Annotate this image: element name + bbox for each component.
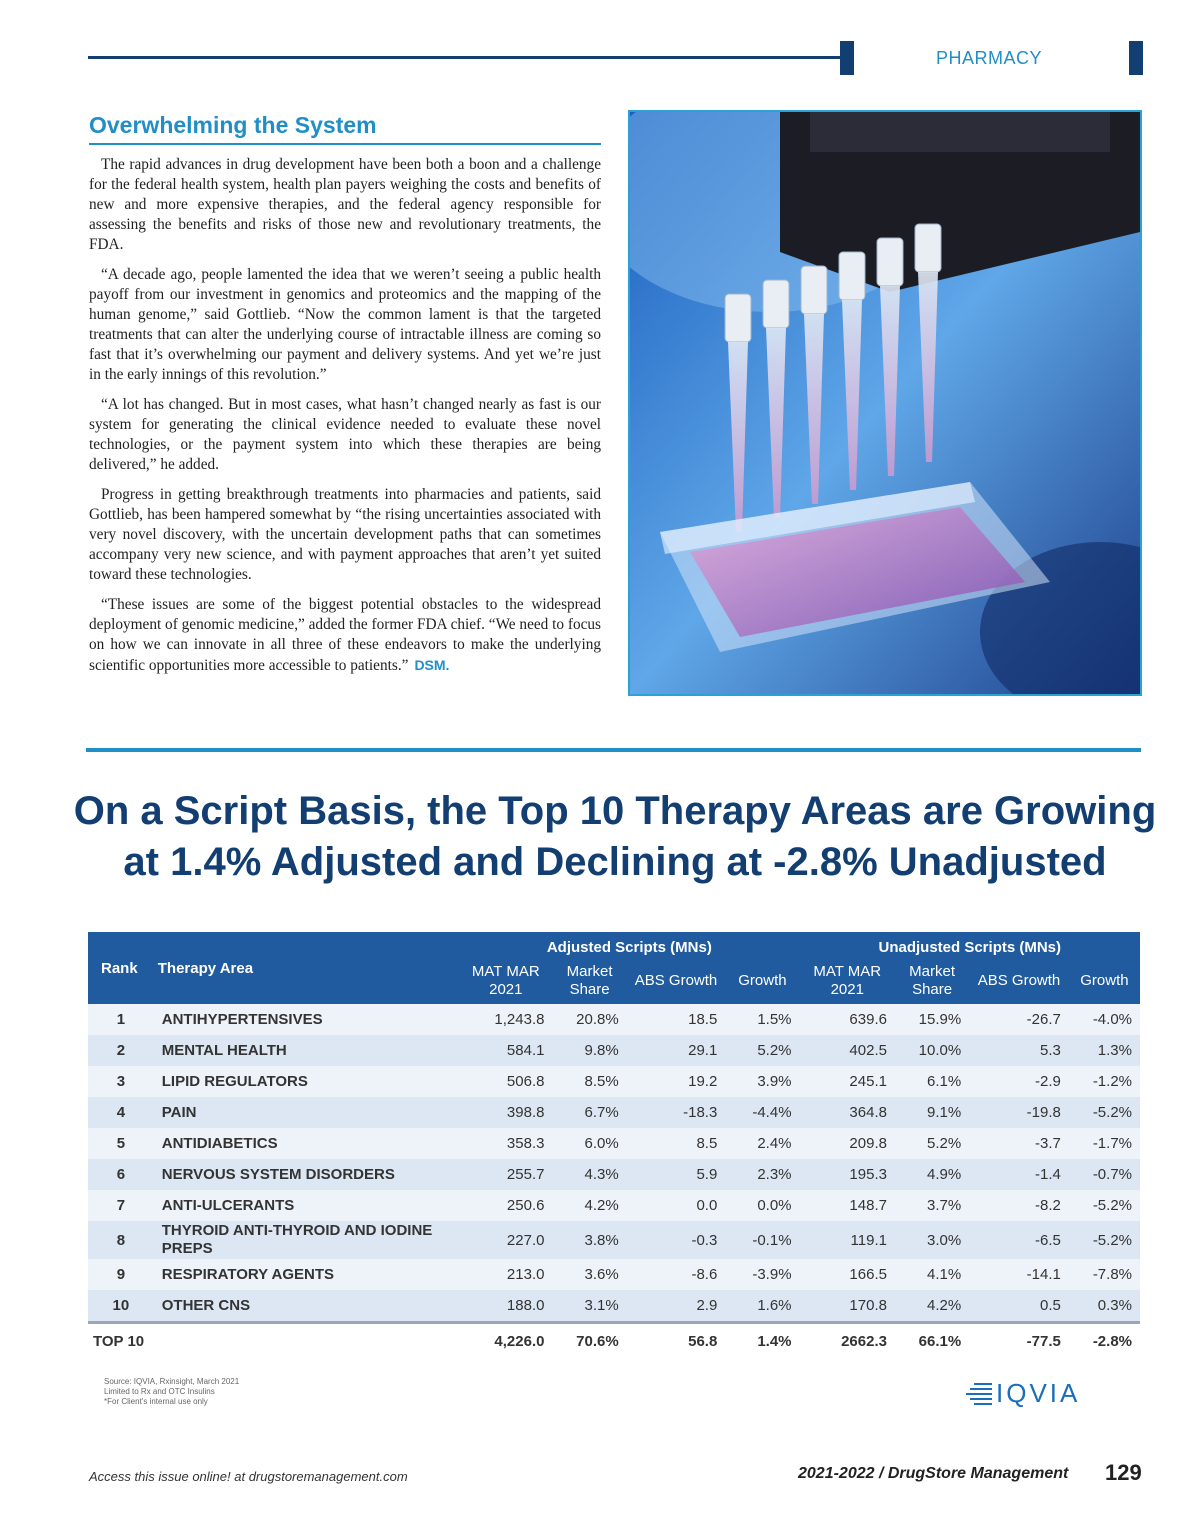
- cell-u-growth: -1.7%: [1069, 1128, 1140, 1159]
- cell-a-growth: 1.5%: [725, 1004, 799, 1035]
- chart-headline: [60, 786, 1170, 888]
- cell-u-abs: -3.7: [969, 1128, 1069, 1159]
- header-unadj-abs-growth: ABS Growth: [969, 962, 1069, 1004]
- cell-a-share: 3.6%: [552, 1259, 626, 1290]
- table-row: [88, 1004, 1140, 1035]
- pipette-illustration: [630, 112, 1140, 694]
- article-signature: DSM.: [414, 657, 450, 673]
- table-row: [88, 1221, 1140, 1259]
- cell-u-mat: 402.5: [800, 1035, 895, 1066]
- table-row: [88, 1190, 1140, 1221]
- total-adj-share: 70.6%: [552, 1323, 626, 1359]
- cell-u-mat: 245.1: [800, 1066, 895, 1097]
- table-body: [88, 1004, 1140, 1323]
- cell-a-share: 3.1%: [552, 1290, 626, 1323]
- header-rank: Rank: [88, 932, 154, 1004]
- cell-therapy-area: LIPID REGULATORS: [154, 1066, 459, 1097]
- cell-u-abs: -8.2: [969, 1190, 1069, 1221]
- header-text: 2021: [489, 981, 523, 998]
- cell-u-growth: -5.2%: [1069, 1097, 1140, 1128]
- section-label: PHARMACY: [936, 48, 1043, 68]
- cell-u-abs: -2.9: [969, 1066, 1069, 1097]
- cell-u-abs: -26.7: [969, 1004, 1069, 1035]
- header-unadj-share: [895, 962, 969, 1004]
- cell-a-mat: 506.8: [459, 1066, 552, 1097]
- header-adj-share: [552, 962, 626, 1004]
- cell-u-mat: 148.7: [800, 1190, 895, 1221]
- cell-a-mat: 250.6: [459, 1190, 552, 1221]
- article-title: Overwhelming the System: [89, 112, 601, 145]
- cell-a-share: 3.8%: [552, 1221, 626, 1259]
- cell-a-share: 6.7%: [552, 1097, 626, 1128]
- cell-u-mat: 166.5: [800, 1259, 895, 1290]
- article-body: [89, 155, 601, 676]
- article-paragraph-text: “These issues are some of the biggest potential obstacles to the widespread deployment of genomic medicine,” added the former FDA chief. “We need to focus on how we can innovate in all three of these endeavors to make the underlying scientific opportunities more accessible to patients.”: [89, 596, 601, 674]
- headline-line-2: at 1.4% Adjusted and Declining at -2.8% Unadjusted: [123, 840, 1107, 884]
- cell-a-abs: 18.5: [627, 1004, 726, 1035]
- table-row: [88, 1159, 1140, 1190]
- cell-rank: 1: [88, 1004, 154, 1035]
- total-adj-mat: 4,226.0: [459, 1323, 552, 1359]
- cell-u-abs: 0.5: [969, 1290, 1069, 1323]
- cell-a-mat: 188.0: [459, 1290, 552, 1323]
- cell-a-share: 6.0%: [552, 1128, 626, 1159]
- section-divider: [86, 748, 1141, 752]
- cell-a-growth: 2.3%: [725, 1159, 799, 1190]
- cell-u-share: 5.2%: [895, 1128, 969, 1159]
- cell-u-growth: 0.3%: [1069, 1290, 1140, 1323]
- cell-a-share: 20.8%: [552, 1004, 626, 1035]
- cell-therapy-area: MENTAL HEALTH: [154, 1035, 459, 1066]
- cell-a-share: 9.8%: [552, 1035, 626, 1066]
- cell-a-abs: 2.9: [627, 1290, 726, 1323]
- cell-therapy-area: NERVOUS SYSTEM DISORDERS: [154, 1159, 459, 1190]
- cell-rank: 5: [88, 1128, 154, 1159]
- cell-rank: 4: [88, 1097, 154, 1128]
- cell-a-growth: 2.4%: [725, 1128, 799, 1159]
- source-note: [104, 1377, 239, 1407]
- cell-a-mat: 584.1: [459, 1035, 552, 1066]
- article-paragraph: “A decade ago, people lamented the idea that we weren’t seeing a public health payoff from our investment in genomics and proteomics and the mapping of the human genome,” said Gottlieb. “Now the common lament is that the targeted treatments that can alter the underlying course of intractable illness are coming so fast that it’s overwhelming our payment and delivery systems. And yet we’re just in the early innings of this revolution.”: [89, 266, 601, 383]
- header-text: 2021: [830, 981, 864, 998]
- cell-u-growth: -1.2%: [1069, 1066, 1140, 1097]
- cell-therapy-area: THYROID ANTI-THYROID AND IODINE PREPS: [154, 1221, 459, 1259]
- iqvia-bars-icon: [966, 1383, 992, 1405]
- iqvia-logo-text: IQVIA: [996, 1378, 1081, 1408]
- header-text: Market: [909, 963, 955, 980]
- footer-publication: 2021-2022 / DrugStore Management: [798, 1465, 1069, 1482]
- cell-rank: 8: [88, 1221, 154, 1259]
- cell-a-growth: 1.6%: [725, 1290, 799, 1323]
- header-text: MAT MAR: [471, 963, 540, 980]
- cell-a-growth: -4.4%: [725, 1097, 799, 1128]
- cell-rank: 3: [88, 1066, 154, 1097]
- cell-u-share: 10.0%: [895, 1035, 969, 1066]
- cell-a-abs: 8.5: [627, 1128, 726, 1159]
- cell-a-abs: 29.1: [627, 1035, 726, 1066]
- cell-u-abs: -14.1: [969, 1259, 1069, 1290]
- table-total-row: [88, 1323, 1140, 1359]
- header-text: MAT MAR: [813, 963, 882, 980]
- header-adjusted-group: Adjusted Scripts (MNs): [459, 932, 799, 962]
- cell-u-share: 4.1%: [895, 1259, 969, 1290]
- cell-a-mat: 358.3: [459, 1128, 552, 1159]
- cell-u-mat: 170.8: [800, 1290, 895, 1323]
- cell-therapy-area: PAIN: [154, 1097, 459, 1128]
- cell-rank: 6: [88, 1159, 154, 1190]
- cell-rank: 7: [88, 1190, 154, 1221]
- cell-u-share: 3.7%: [895, 1190, 969, 1221]
- cell-therapy-area: ANTIHYPERTENSIVES: [154, 1004, 459, 1035]
- header-unadj-mat: [800, 962, 895, 1004]
- cell-rank: 10: [88, 1290, 154, 1323]
- cell-u-share: 15.9%: [895, 1004, 969, 1035]
- total-unadj-abs: -77.5: [969, 1323, 1069, 1359]
- cell-a-abs: -8.6: [627, 1259, 726, 1290]
- cell-u-growth: -4.0%: [1069, 1004, 1140, 1035]
- cell-a-abs: 0.0: [627, 1190, 726, 1221]
- cell-a-share: 4.3%: [552, 1159, 626, 1190]
- cell-therapy-area: ANTI-ULCERANTS: [154, 1190, 459, 1221]
- cell-a-mat: 398.8: [459, 1097, 552, 1128]
- source-line: *For Client's internal use only: [104, 1397, 208, 1406]
- cell-a-abs: 5.9: [627, 1159, 726, 1190]
- cell-u-abs: 5.3: [969, 1035, 1069, 1066]
- cell-a-abs: 19.2: [627, 1066, 726, 1097]
- source-line: Source: IQVIA, Rxinsight, March 2021: [104, 1377, 240, 1386]
- header-adj-growth: Growth: [725, 962, 799, 1004]
- cell-a-growth: 3.9%: [725, 1066, 799, 1097]
- article-paragraph: Progress in getting breakthrough treatments into pharmacies and patients, said Gottlieb, has been hampered somewhat by “the rising uncertainties associated with very novel discovery, with the uncertain development paths that can sometimes accompany very new science, and with payment approaches that aren’t yet suited toward these technologies.: [89, 486, 601, 583]
- header-unadj-growth: Growth: [1069, 962, 1140, 1004]
- therapy-areas-table: [88, 932, 1140, 1358]
- lab-pipette-photo: [628, 110, 1142, 696]
- cell-a-mat: 255.7: [459, 1159, 552, 1190]
- cell-a-growth: -0.1%: [725, 1221, 799, 1259]
- cell-u-abs: -1.4: [969, 1159, 1069, 1190]
- total-adj-growth: 1.4%: [725, 1323, 799, 1359]
- cell-u-share: 6.1%: [895, 1066, 969, 1097]
- article-paragraph: The rapid advances in drug development have been both a boon and a challenge for the federal health system, health plan payers weighing the costs and benefits of new and more expensive therapies, and the federal agency responsible for assessing the benefits and risks of those new and revolutionary treatments, the FDA.: [89, 156, 601, 253]
- cell-u-growth: 1.3%: [1069, 1035, 1140, 1066]
- cell-u-mat: 364.8: [800, 1097, 895, 1128]
- cell-u-mat: 195.3: [800, 1159, 895, 1190]
- table-row: [88, 1097, 1140, 1128]
- total-label: TOP 10: [88, 1323, 459, 1359]
- table-row: [88, 1290, 1140, 1323]
- cell-rank: 9: [88, 1259, 154, 1290]
- header-adj-mat: [459, 962, 552, 1004]
- cell-a-mat: 227.0: [459, 1221, 552, 1259]
- table-row: [88, 1259, 1140, 1290]
- article: [89, 112, 601, 686]
- cell-u-growth: -5.2%: [1069, 1190, 1140, 1221]
- cell-therapy-area: OTHER CNS: [154, 1290, 459, 1323]
- table-row: [88, 1035, 1140, 1066]
- header-block-right: [1129, 41, 1143, 75]
- cell-a-abs: -18.3: [627, 1097, 726, 1128]
- total-unadj-share: 66.1%: [895, 1323, 969, 1359]
- source-line: Limited to Rx and OTC Insulins: [104, 1387, 215, 1396]
- cell-a-growth: 5.2%: [725, 1035, 799, 1066]
- cell-u-abs: -19.8: [969, 1097, 1069, 1128]
- cell-a-share: 4.2%: [552, 1190, 626, 1221]
- cell-a-abs: -0.3: [627, 1221, 726, 1259]
- total-unadj-growth: -2.8%: [1069, 1323, 1140, 1359]
- header-text: Market: [566, 963, 613, 980]
- cell-u-growth: -7.8%: [1069, 1259, 1140, 1290]
- cell-a-share: 8.5%: [552, 1066, 626, 1097]
- footer-access-link: Access this issue online! at drugstoremanagement.com: [89, 1469, 408, 1484]
- cell-u-abs: -6.5: [969, 1221, 1069, 1259]
- cell-a-growth: 0.0%: [725, 1190, 799, 1221]
- header-therapy-area: Therapy Area: [154, 932, 459, 1004]
- cell-a-mat: 213.0: [459, 1259, 552, 1290]
- header-text: Share: [569, 981, 610, 998]
- cell-u-mat: 209.8: [800, 1128, 895, 1159]
- article-paragraph-last: [89, 595, 601, 676]
- header-rule: [88, 56, 840, 59]
- cell-therapy-area: RESPIRATORY AGENTS: [154, 1259, 459, 1290]
- table-row: [88, 1128, 1140, 1159]
- header-unadjusted-group: Unadjusted Scripts (MNs): [800, 932, 1140, 962]
- cell-therapy-area: ANTIDIABETICS: [154, 1128, 459, 1159]
- header-adj-abs-growth: ABS Growth: [627, 962, 726, 1004]
- total-adj-abs: 56.8: [627, 1323, 726, 1359]
- iqvia-logo: [966, 1378, 1080, 1409]
- cell-u-share: 9.1%: [895, 1097, 969, 1128]
- header-block-left: [840, 41, 854, 75]
- header-text: Share: [912, 981, 953, 998]
- cell-u-mat: 119.1: [800, 1221, 895, 1259]
- therapy-table-container: [88, 932, 1140, 1358]
- cell-u-mat: 639.6: [800, 1004, 895, 1035]
- cell-a-growth: -3.9%: [725, 1259, 799, 1290]
- headline-line-1: On a Script Basis, the Top 10 Therapy Areas are Growing: [73, 789, 1157, 833]
- table-row: [88, 1066, 1140, 1097]
- cell-u-growth: -0.7%: [1069, 1159, 1140, 1190]
- cell-u-growth: -5.2%: [1069, 1221, 1140, 1259]
- page-number: 129: [1105, 1460, 1142, 1485]
- cell-rank: 2: [88, 1035, 154, 1066]
- cell-u-share: 4.9%: [895, 1159, 969, 1190]
- cell-u-share: 3.0%: [895, 1221, 969, 1259]
- cell-u-share: 4.2%: [895, 1290, 969, 1323]
- article-paragraph: “A lot has changed. But in most cases, what hasn’t changed nearly as fast is our system for generating the clinical evidence needed to evaluate these novel technologies, or the payment system into which these therapies are being delivered,” he added.: [89, 396, 601, 473]
- total-unadj-mat: 2662.3: [800, 1323, 895, 1359]
- cell-a-mat: 1,243.8: [459, 1004, 552, 1035]
